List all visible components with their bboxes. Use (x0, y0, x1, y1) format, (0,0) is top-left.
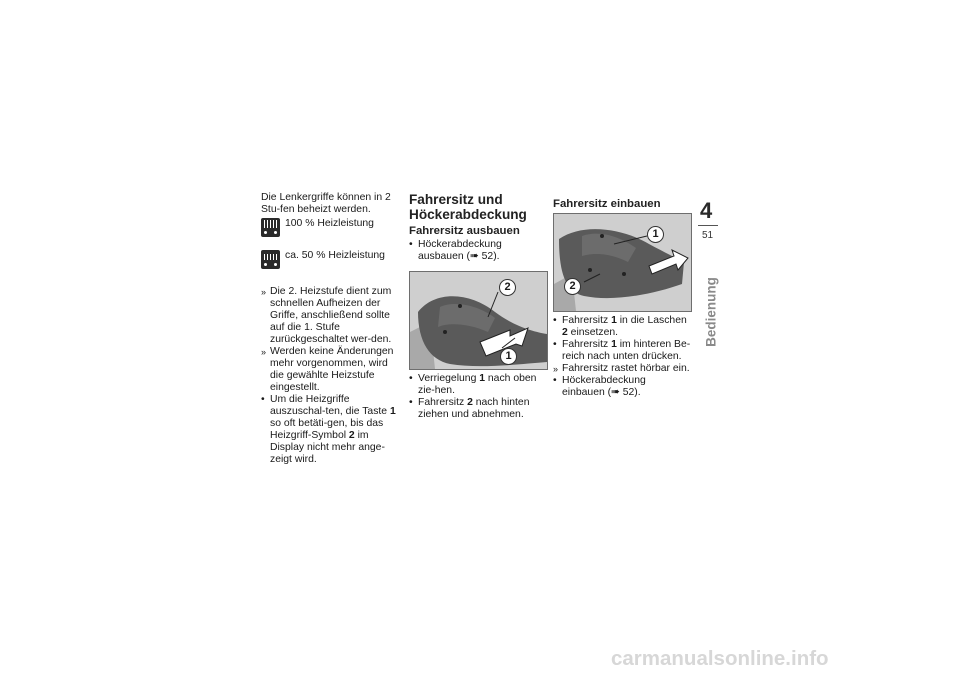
reference-arrow-icon: ➠ (470, 251, 479, 262)
seat-removal-figure (409, 271, 548, 370)
list-item: • Verriegelung 1 nach oben zie-hen. (409, 373, 537, 396)
seat-install-illustration (554, 214, 691, 311)
figure-callout-2: 2 (564, 278, 581, 295)
result-marker: » (261, 287, 267, 297)
install-steps-list (553, 315, 691, 399)
list-item: • Um die Heizgriffe auszuschal-ten, die Taste 1 so oft betäti-gen, bis das Heizgriff-Symbol 2 im Display nicht mehr ange-zeigt wird. (261, 394, 396, 465)
page-reference[interactable]: (➠ 52). (607, 387, 641, 398)
remove-steps-list (409, 373, 547, 421)
heat-level-half-label: ca. 50 % Heizleistung (285, 250, 385, 261)
list-item: • Fahrersitz 1 in die Laschen 2 einsetzen. (553, 315, 687, 338)
list-item: • Höckerabdeckung ausbauen (➠ 52). (409, 239, 502, 262)
reference-arrow-icon: ➠ (611, 387, 620, 398)
bullet-marker: • (261, 394, 265, 405)
seat-removal-column (409, 192, 547, 421)
grip-heat-full-icon (261, 218, 280, 237)
chapter-number: 4 (700, 198, 713, 223)
result-marker: » (261, 347, 267, 357)
page-reference[interactable]: (➠ 52). (466, 251, 500, 262)
seat-install-column (553, 192, 691, 399)
subsection-title-remove: Fahrersitz ausbauen (409, 225, 520, 237)
seat-install-figure (553, 213, 692, 312)
list-item: • Fahrersitz 2 nach hinten ziehen und abnehmen. (409, 397, 530, 420)
heated-grips-column (261, 192, 399, 466)
grip-heat-half-icon (261, 250, 280, 269)
figure-callout-1: 1 (647, 226, 664, 243)
heat-level-full (261, 218, 399, 248)
seat-removal-illustration (410, 272, 547, 369)
remove-prep-list (409, 239, 547, 263)
figure-callout-1: 1 (500, 348, 517, 365)
section-title: Fahrersitz und Höckerabdeckung (409, 192, 527, 222)
figure-callout-2: 2 (499, 279, 516, 296)
list-item: » Werden keine Änderungen mehr vorgenommen, wird die gewählte Heizstufe eingestellt. (261, 346, 394, 393)
page-number: 51 (702, 230, 714, 241)
heated-grips-intro: Die Lenkergriffe können in 2 Stu-fen beheizt werden. (261, 192, 391, 215)
list-item: » Die 2. Heizstufe dient zum schnellen Aufheizen der Griffe, anschließend sollte auf die 1. Stufe zurückgeschaltet wer-den. (261, 286, 392, 345)
watermark: carmanualsonline.info (611, 647, 829, 670)
subsection-title-install: Fahrersitz einbauen (553, 198, 661, 210)
list-item: » Fahrersitz rastet hörbar ein. (553, 363, 690, 374)
heated-grips-list (261, 286, 399, 466)
chapter-divider (698, 225, 718, 226)
heat-level-half (261, 250, 399, 280)
list-item: • Höckerabdeckung einbauen (➠ 52). (553, 375, 646, 398)
heat-level-full-label: 100 % Heizleistung (285, 218, 374, 229)
chapter-title: Bedienung (703, 277, 719, 347)
list-item: • Fahrersitz 1 im hinteren Be-reich nach unten drücken. (553, 339, 691, 362)
